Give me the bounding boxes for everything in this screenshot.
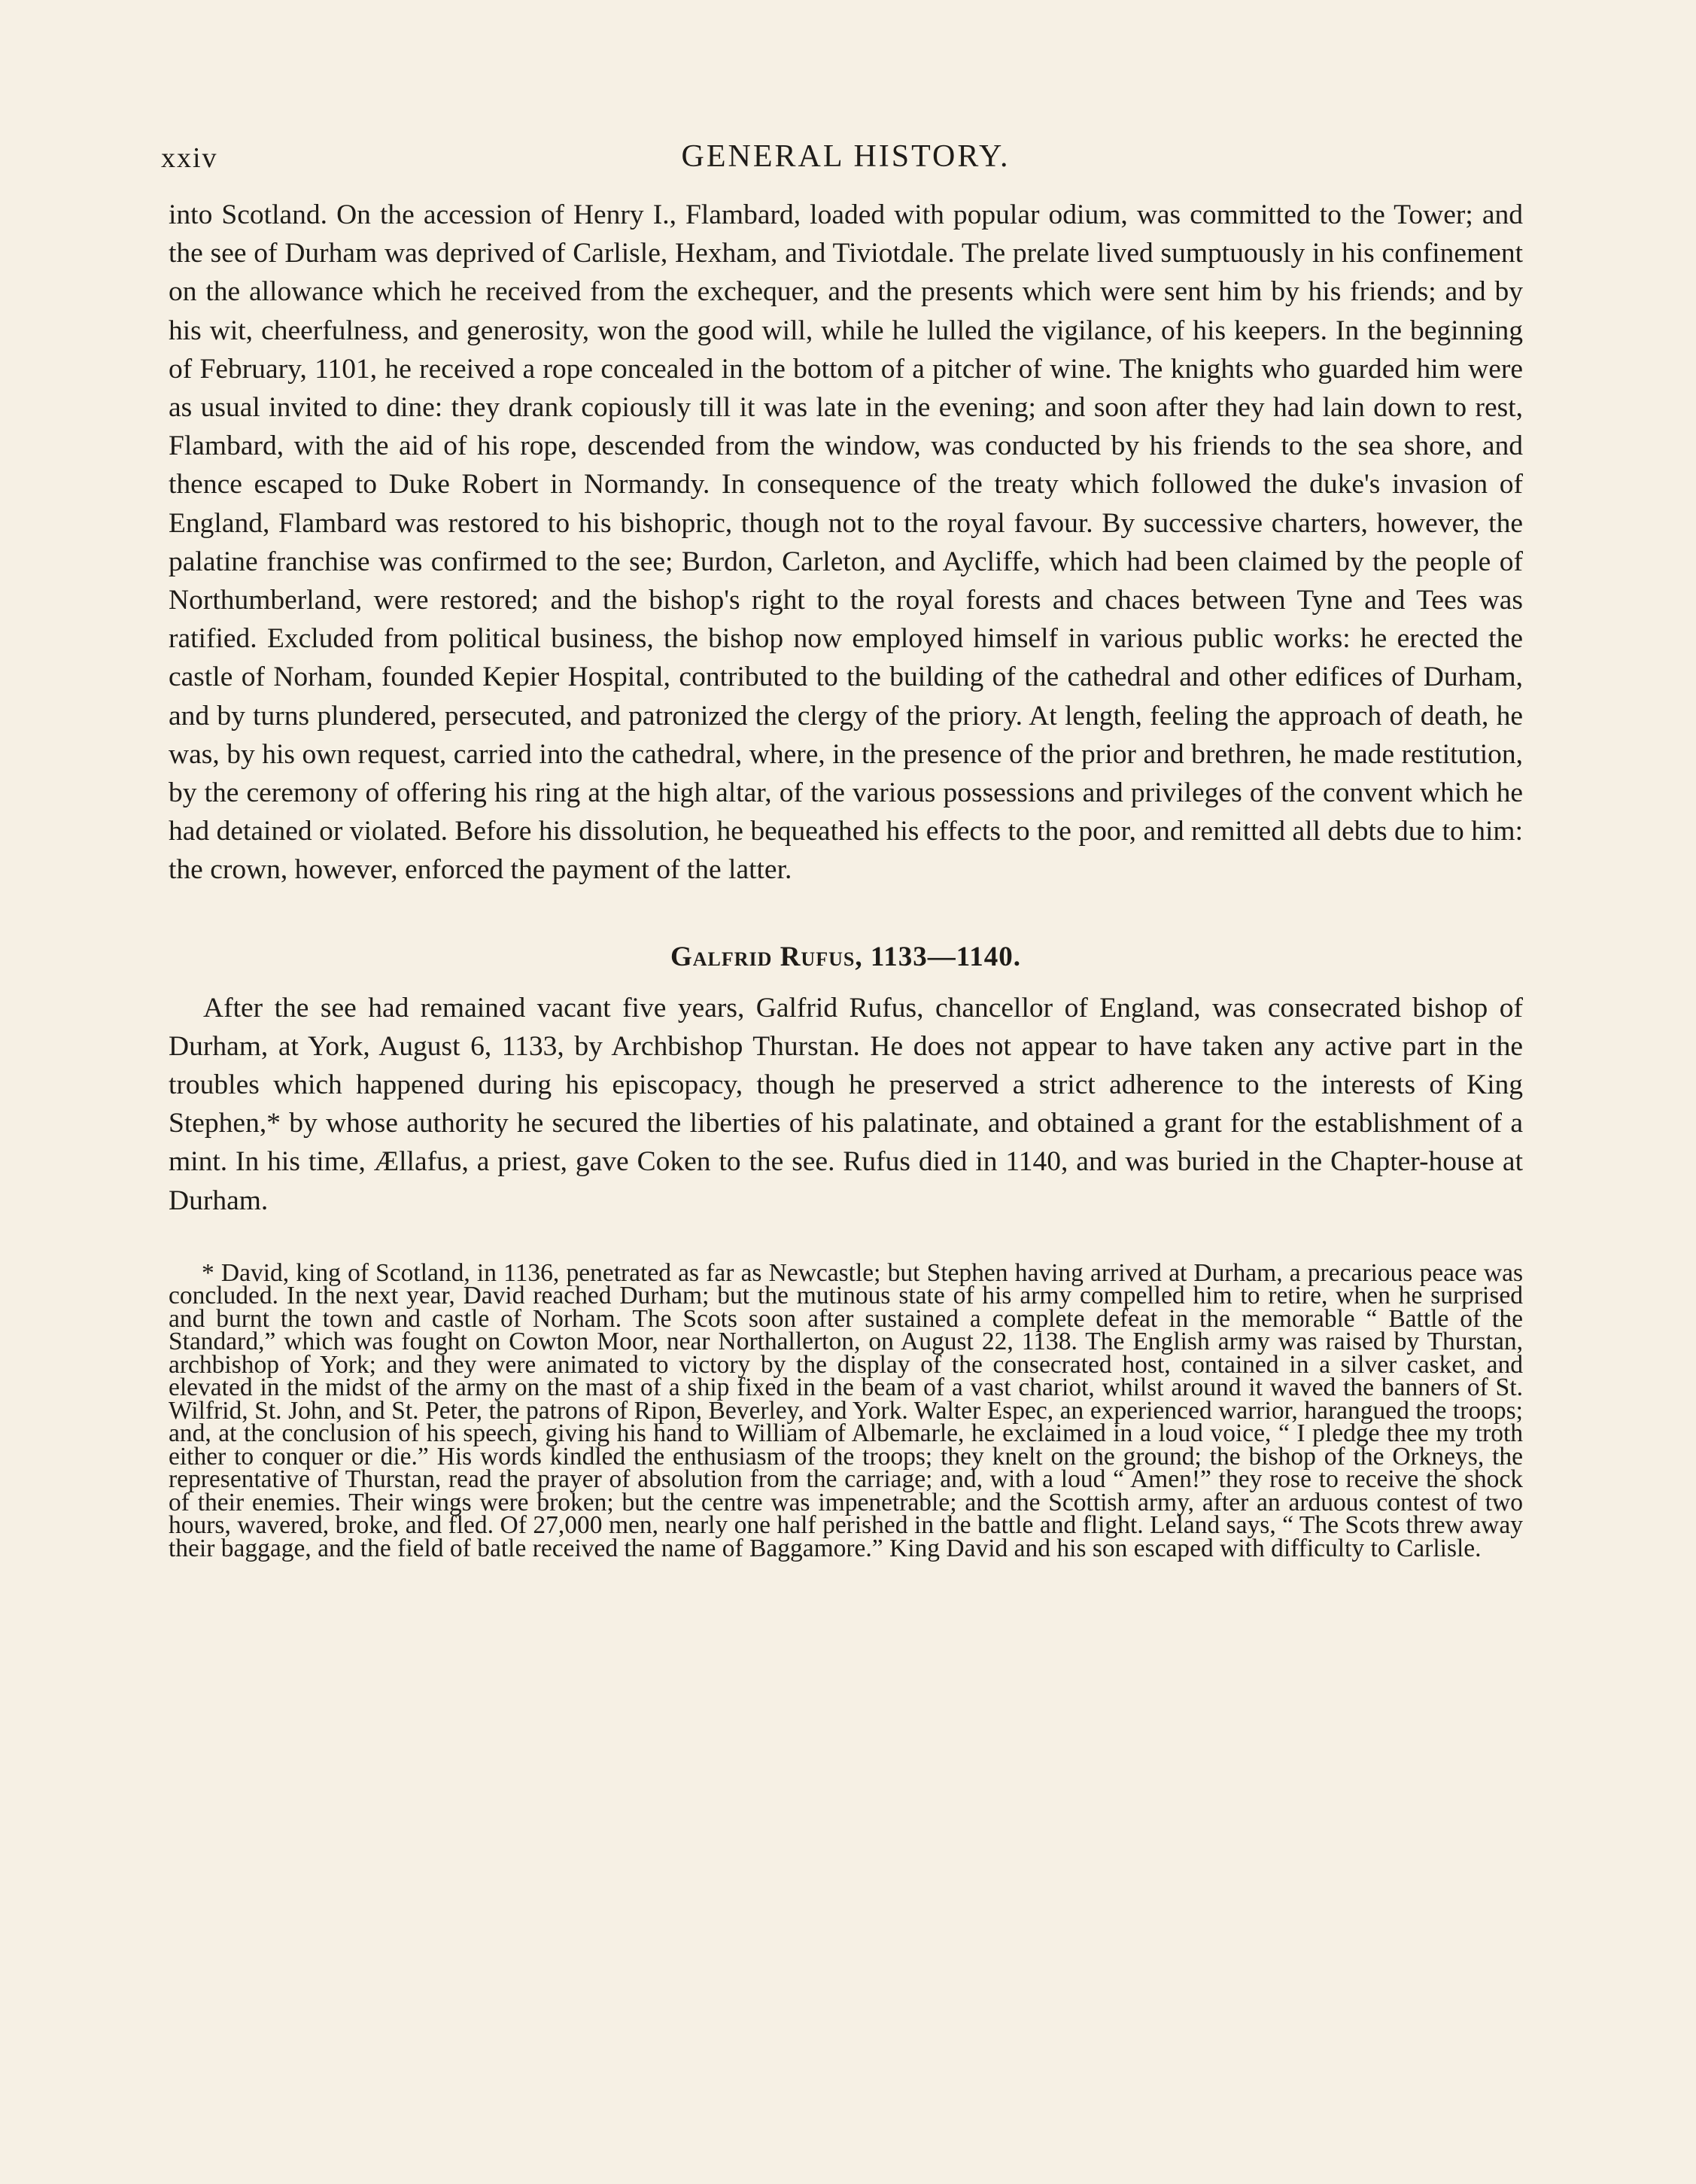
section-heading-galfrid-rufus: Galfrid Rufus, 1133—1140. (670, 941, 1021, 972)
footnote: * David, king of Scotland, in 1136, penetrated as far as Newcastle; but Stephen having arrived at Durham, a precarious peace was concluded. In the next year, David reached Durham; but the mutinous state of his army compelled him to retire, when he surprised and burnt the town and castle of Norham. The Scots soon after sustained a complete defeat in the memorable “ Battle of the Standard,” which was fought on Cowton Moor, near Northallerton, on August 22, 1138. The English army was raised by Thurstan, archbishop of York; and they were animated to victory by the display of the consecrated host, contained in a silver casket, and elevated in the midst of the army on the mast of a ship fixed in the beam of a vast chariot, whilst around it waved the banners of St. Wilfrid, St. John, and St. Peter, the patrons of Ripon, Beverley, and York. Walter Espec, an experienced warrior, harangued the troops; and, at the conclusion of his speech, giving his hand to William of Albemarle, he exclaimed in a loud voice, “ I pledge thee my troth either to conquer or die.” His words kindled the enthusiasm of the troops; they knelt on the ground; the bishop of the Orkneys, the representative of Thurstan, read the prayer of absolution from the carriage; and, with a loud “ Amen!” they rose to receive the shock of their enemies. Their wings were broken; but the centre was impenetrable; and the Scottish army, after an arduous contest of two hours, wavered, broke, and fled. Of 27,000 men, nearly one half perished in the battle and flight. Leland says, “ The Scots threw away their baggage, and the field of batle received the name of Baggamore.” King David and his son escaped with difficulty to Carlisle. (169, 1258, 1523, 1562)
body-paragraph-flambard: into Scotland. On the accession of Henry I., Flambard, loaded with popular odium, was committed to the Tower; and the see of Durham was deprived of Carlisle, Hexham, and Tiviotdale. The prelate lived sumptuously in his confinement on the allowance which he received from the exchequer, and the presents which were sent him by his friends; and by his wit, cheerfulness, and generosity, won the good will, while he lulled the vigilance, of his keepers. In the beginning of February, 1101, he received a rope concealed in the bottom of a pitcher of wine. The knights who guarded him were as usual invited to dine: they drank copiously till it was late in the evening; and soon after they had lain down to rest, Flambard, with the aid of his rope, descended from the window, was conducted by his friends to the sea shore, and thence escaped to Duke Robert in Normandy. In consequence of the treaty which followed the duke's invasion of England, Flambard was restored to his bishopric, though not to the royal favour. By successive charters, however, the palatine franchise was confirmed to the see; Burdon, Carleton, and Aycliffe, which had been claimed by the people of Northumberland, were restored; and the bishop's right to the royal forests and chaces between Tyne and Tees was ratified. Excluded from political business, the bishop now employed himself in various public works: he erected the castle of Norham, founded Kepier Hospital, contributed to the building of the cathedral and other edifices of Durham, and by turns plundered, persecuted, and patronized the clergy of the priory. At length, feeling the approach of death, he was, by his own request, carried into the cathedral, where, in the presence of the prior and brethren, he made restitution, by the ceremony of offering his ring at the high altar, of the various possessions and privileges of the convent which he had detained or violated. Before his dissolution, he bequeathed his effects to the poor, and remitted all debts due to him: the crown, however, enforced the payment of the latter. (169, 199, 1523, 886)
page-number: xxiv (161, 142, 218, 174)
running-title: GENERAL HISTORY. (681, 139, 1011, 174)
book-page (161, 135, 1523, 1562)
body-paragraph-rufus: After the see had remained vacant five years, Galfrid Rufus, chancellor of England, was consecrated bishop of Durham, at York, August 6, 1133, by Archbishop Thurstan. He does not appear to have taken any active part in the troubles which happened during his episcopacy, though he preserved a strict adherence to the interests of King Stephen,* by whose authority he secured the liberties of his palatinate, and obtained a grant for the establishment of a mint. In his time, Ællafus, a priest, gave Coken to the see. Rufus died in 1140, and was buried in the Chapter-house at Durham. (169, 992, 1523, 1216)
running-head (161, 135, 1523, 181)
